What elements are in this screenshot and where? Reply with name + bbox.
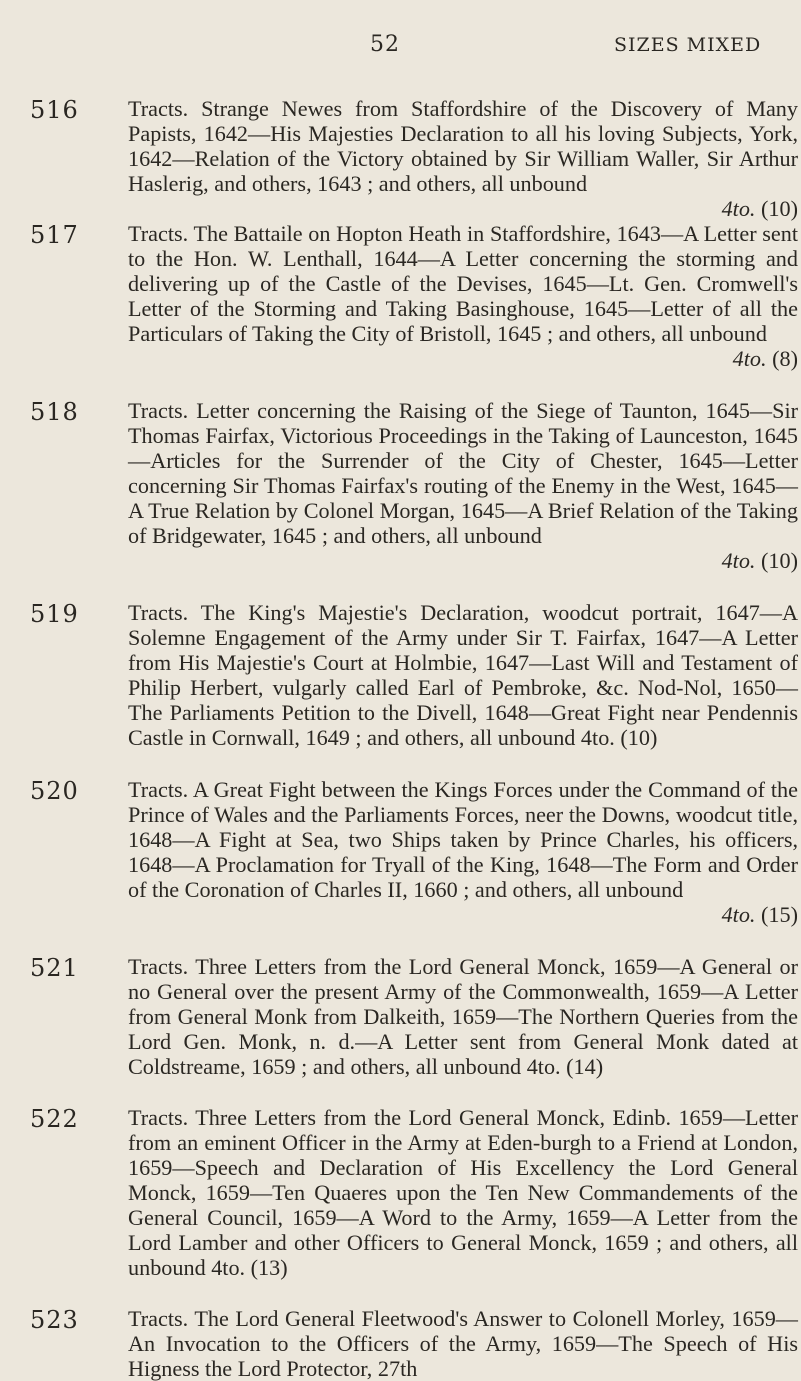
lot-number: 523 bbox=[30, 1306, 79, 1334]
lot-description bbox=[128, 1306, 798, 1381]
page-header bbox=[0, 32, 801, 62]
lot-number: 521 bbox=[30, 954, 79, 982]
lot-text: Tracts. A Great Fight between the Kings Forces under the Command of the Prince of Wales and the Parliaments Forces, neer the Downs, woodcut title, 1648—A Fight at Sea, two Ships taken by Prince Charles, his officers, 1648—A Proclamation for Tryall of the King, 1648—The Form and Order of the Coronation of Charles II, 1660 ; and others, all unbound bbox=[128, 777, 798, 902]
running-head: SIZES MIXED bbox=[614, 34, 762, 56]
lot-number: 516 bbox=[30, 96, 79, 124]
lot-format: 4to. (8) bbox=[732, 346, 798, 371]
lot-text: Tracts. Strange Newes from Staffordshire of the Discovery of Many Papists, 1642—His Majesties Declaration to all his loving Subjects, York, 1642—Relation of the Victory obtained by Sir William Waller, Sir Arthur Haslerig, and others, 1643 ; and others, all unbound bbox=[128, 96, 798, 196]
lot-format: 4to. (15) bbox=[721, 902, 798, 927]
lot-number: 518 bbox=[30, 398, 79, 426]
lot-number: 520 bbox=[30, 777, 79, 805]
lot-number: 519 bbox=[30, 600, 79, 628]
lot-description bbox=[128, 777, 798, 927]
lot-description bbox=[128, 96, 798, 221]
lot-text: Tracts. The Lord General Fleetwood's Answer to Colonell Morley, 1659—An Invocation to the Officers of the Army, 1659—The Speech of His Higness the Lord Protector, 27th bbox=[128, 1306, 798, 1381]
lot-number: 517 bbox=[30, 221, 79, 249]
lot-description bbox=[128, 600, 798, 750]
lot-description bbox=[128, 398, 798, 573]
lot-number: 522 bbox=[30, 1105, 79, 1133]
page-number: 52 bbox=[370, 32, 400, 57]
lot-text: Tracts. Three Letters from the Lord General Monck, Edinb. 1659—Letter from an eminent Officer in the Army at Eden-burgh to a Friend at London, 1659—Speech and Declaration of His Excellency the Lord General Monck, 1659—Ten Quaeres upon the Ten New Commandements of the General Council, 1659—A Word to the Army, 1659—A Letter from the Lord Lamber and other Officers to General Monck, 1659 ; and others, all unbound 4to. (13) bbox=[128, 1105, 798, 1280]
lot-text: Tracts. The Battaile on Hopton Heath in Staffordshire, 1643—A Letter sent to the Hon. W. Lenthall, 1644—A Letter concerning the storming and delivering up of the Castle of the Devises, 1645—Lt. Gen. Cromwell's Letter of the Storming and Taking Basinghouse, 1645—Letter of all the Particulars of Taking the City of Bristoll, 1645 ; and others, all unbound bbox=[128, 221, 798, 346]
lot-format: 4to. (10) bbox=[721, 196, 798, 221]
lot-text: Tracts. Letter concerning the Raising of the Siege of Taunton, 1645—Sir Thomas Fairfax, Victorious Proceedings in the Taking of Launceston, 1645—Articles for the Surrender of the City of Chester, 1645—Letter concerning Sir Thomas Fairfax's routing of the Enemy in the West, 1645—A True Relation by Colonel Morgan, 1645—A Brief Relation of the Taking of Bridgewater, 1645 ; and others, all unbound bbox=[128, 398, 798, 548]
lot-text: Tracts. The King's Majestie's Declaration, woodcut portrait, 1647—A Solemne Engagement of the Army under Sir T. Fairfax, 1647—A Letter from His Majestie's Court at Holmbie, 1647—Last Will and Testament of Philip Herbert, vulgarly called Earl of Pembroke, &c. Nod-Nol, 1650—The Parliaments Petition to the Divell, 1648—Great Fight near Pendennis Castle in Cornwall, 1649 ; and others, all unbound 4to. (10) bbox=[128, 600, 798, 750]
lot-description bbox=[128, 221, 798, 371]
lot-text: Tracts. Three Letters from the Lord General Monck, 1659—A General or no General over the present Army of the Commonwealth, 1659—A Letter from General Monk from Dalkeith, 1659—The Northern Queries from the Lord Gen. Monk, n. d.—A Letter sent from General Monk dated at Coldstreame, 1659 ; and others, all unbound 4to. (14) bbox=[128, 954, 798, 1079]
lot-format: 4to. (10) bbox=[721, 548, 798, 573]
lot-description bbox=[128, 1105, 798, 1280]
lot-description bbox=[128, 954, 798, 1079]
